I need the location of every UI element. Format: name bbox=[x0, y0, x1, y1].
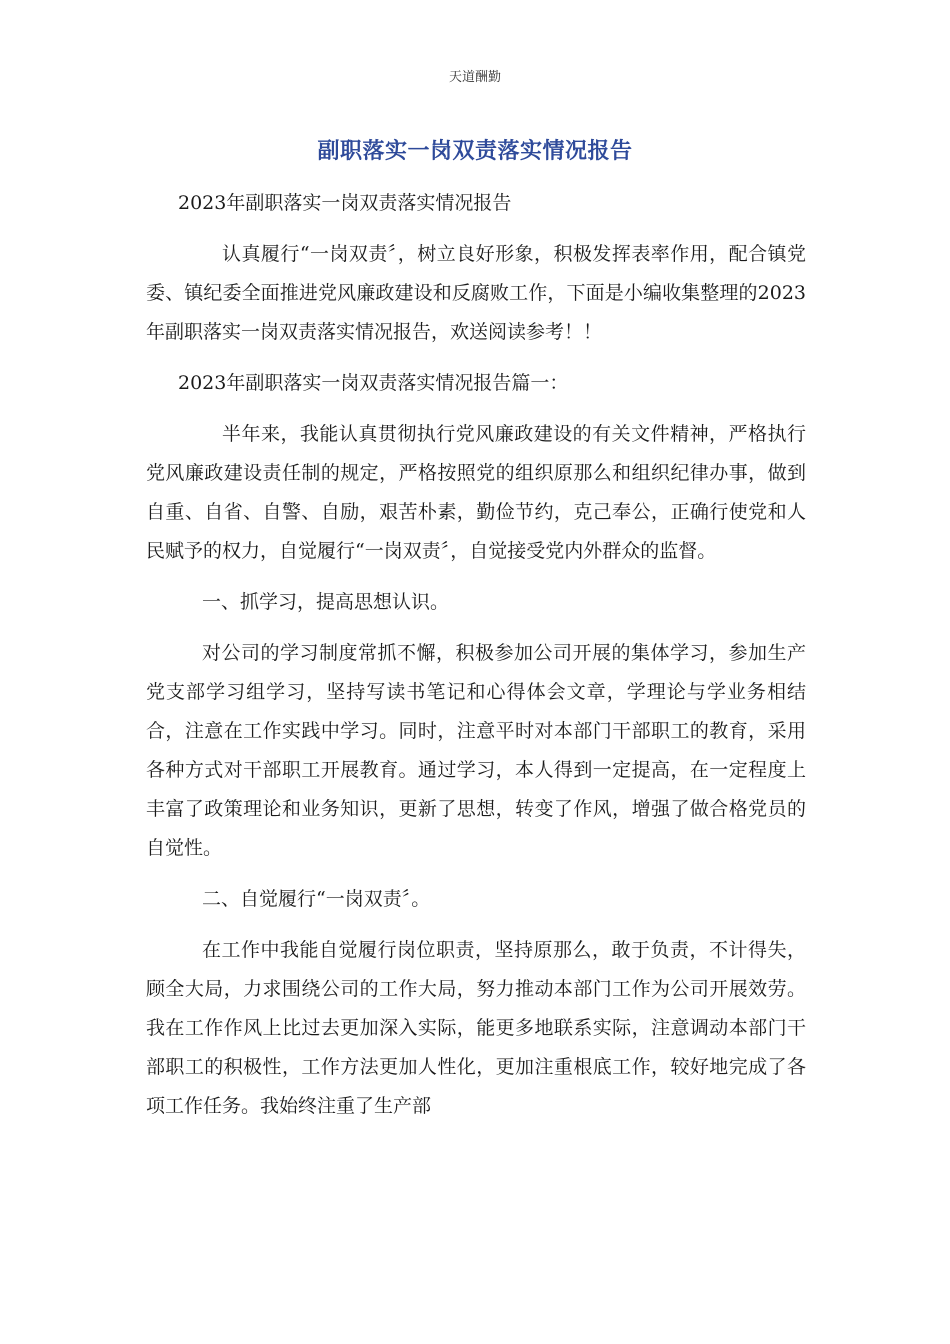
page-header: 天道酬勤 bbox=[448, 70, 501, 85]
document-body bbox=[146, 184, 806, 1138]
body-paragraph-3: 在工作中我能自觉履行岗位职责，坚持原那么，敢于负责，不计得失，顾全大局，力求围绕公司的工作大局，努力推动本部门工作为公司开展效劳。我在工作作风上比过去更加深入实际，能更多地联系实际，注意调动本部门干部职工的积极性，工作方法更加人性化，更加注重根底工作，较好地完成了各项工作任务。我始终注重了生产部 bbox=[146, 939, 806, 1117]
intro-paragraph: 认真履行“一岗双责〞，树立良好形象，积极发挥表率作用，配合镇党委、镇纪委全面推进党风廉政建设和反腐败工作，下面是小编收集整理的2023年副职落实一岗双责落实情况报告，欢送阅读参考！！ bbox=[146, 243, 806, 343]
body-paragraph-1: 半年来，我能认真贯彻执行党风廉政建设的有关文件精神，严格执行党风廉政建设责任制的规定，严格按照党的组织原那么和组织纪律办事，做到自重、自省、自警、自励，艰苦朴素，勤俭节约，克己奉公，正确行使党和人民赋予的权力，自觉履行“一岗双责〞，自觉接受党内外群众的监督。 bbox=[146, 423, 806, 562]
section-heading-2: 二、自觉履行“一岗双责〞。 bbox=[202, 888, 431, 910]
body-paragraph-2: 对公司的学习制度常抓不懈，积极参加公司开展的集体学习，参加生产党支部学习组学习，坚持写读书笔记和心得体会文章，学理论与学业务相结合，注意在工作实践中学习。同时，注意平时对本部门干部职工的教育，采用各种方式对干部职工开展教育。通过学习，本人得到一定提高，在一定程度上丰富了政策理论和业务知识，更新了思想，转变了作风，增强了做合格党员的自觉性。 bbox=[146, 642, 806, 859]
section-heading-1: 一、抓学习，提高思想认识。 bbox=[202, 591, 450, 613]
document-subtitle: 2023年副职落实一岗双责落实情况报告 bbox=[178, 192, 512, 214]
document-title: 副职落实一岗双责落实情况报告 bbox=[317, 139, 633, 164]
section-title: 2023年副职落实一岗双责落实情况报告篇一： bbox=[178, 372, 569, 394]
